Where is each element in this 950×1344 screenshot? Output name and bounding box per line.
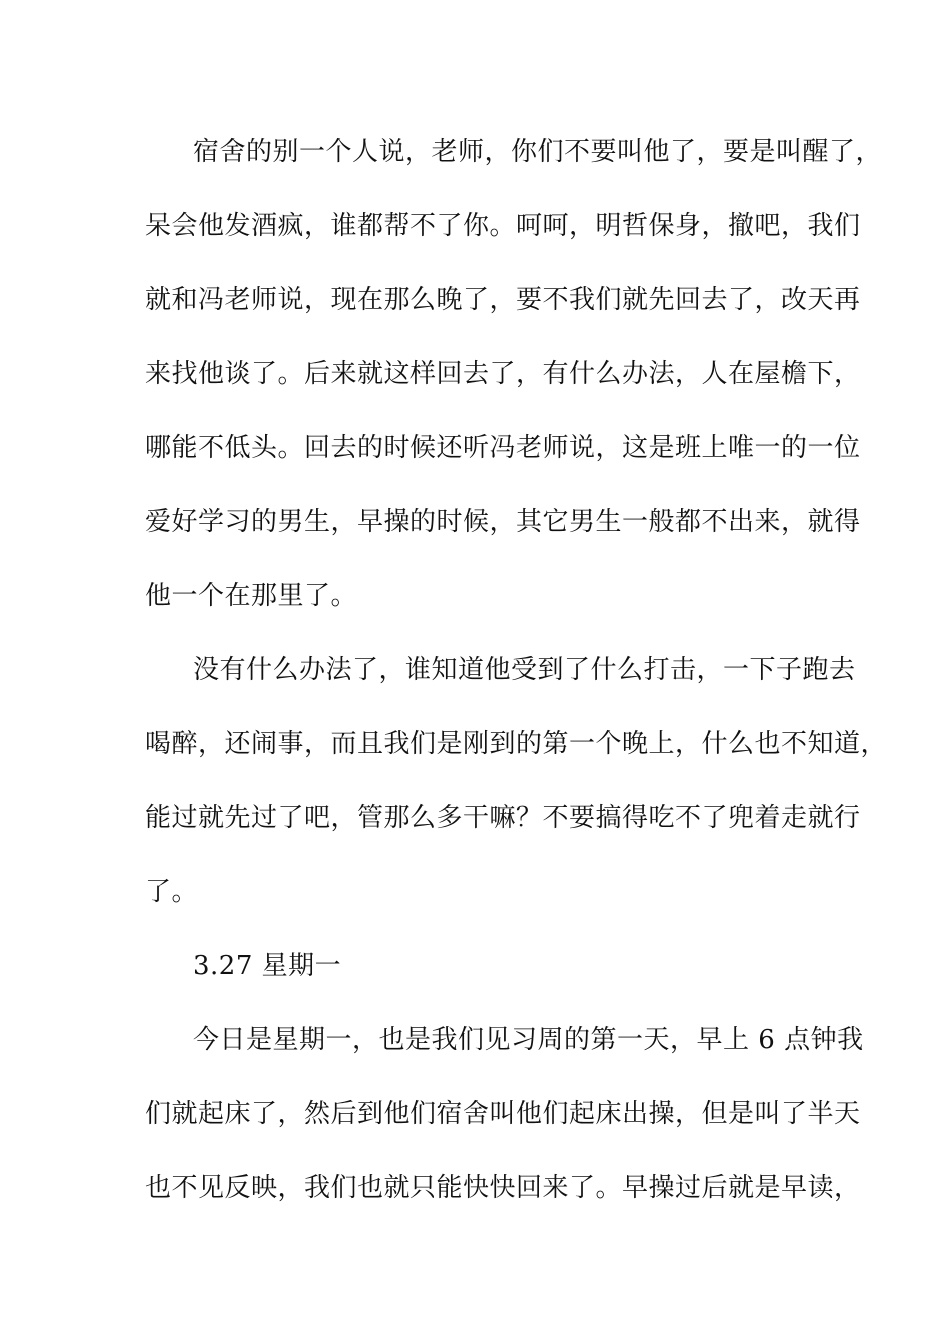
paragraph-1-line-7: 他一个在那里了。 xyxy=(145,581,358,611)
paragraph-2-line-4: 了。 xyxy=(145,877,199,907)
paragraph-1-line-2: 呆会他发酒疯，谁都帮不了你。呵呵，明哲保身，撤吧，我们 xyxy=(145,211,861,241)
paragraph-3-line-1: 今日是星期一，也是我们见习周的第一天，早上 6 点钟我 xyxy=(193,1025,864,1055)
paragraph-2-line-3: 能过就先过了吧，管那么多干嘛？不要搞得吃不了兜着走就行 xyxy=(145,803,861,833)
paragraph-1-line-4: 来找他谈了。后来就这样回去了，有什么办法，人在屋檐下， xyxy=(145,359,861,389)
date-heading: 3.27 星期一 xyxy=(193,951,342,981)
paragraph-1-line-6: 爱好学习的男生，早操的时候，其它男生一般都不出来，就得 xyxy=(145,507,861,537)
paragraph-1-line-1: 宿舍的别一个人说，老师，你们不要叫他了，要是叫醒了， xyxy=(193,137,883,167)
paragraph-3-line-2: 们就起床了，然后到他们宿舍叫他们起床出操，但是叫了半天 xyxy=(145,1099,861,1129)
paragraph-2-line-2: 喝醉，还闹事，而且我们是刚到的第一个晚上，什么也不知道， xyxy=(145,729,888,759)
paragraph-2-line-1: 没有什么办法了，谁知道他受到了什么打击，一下子跑去 xyxy=(193,655,856,685)
paragraph-3-line-3: 也不见反映，我们也就只能快快回来了。早操过后就是早读， xyxy=(145,1173,861,1203)
paragraph-1-line-3: 就和冯老师说，现在那么晚了，要不我们就先回去了，改天再 xyxy=(145,285,861,315)
paragraph-1-line-5: 哪能不低头。回去的时候还听冯老师说，这是班上唯一的一位 xyxy=(145,433,861,463)
